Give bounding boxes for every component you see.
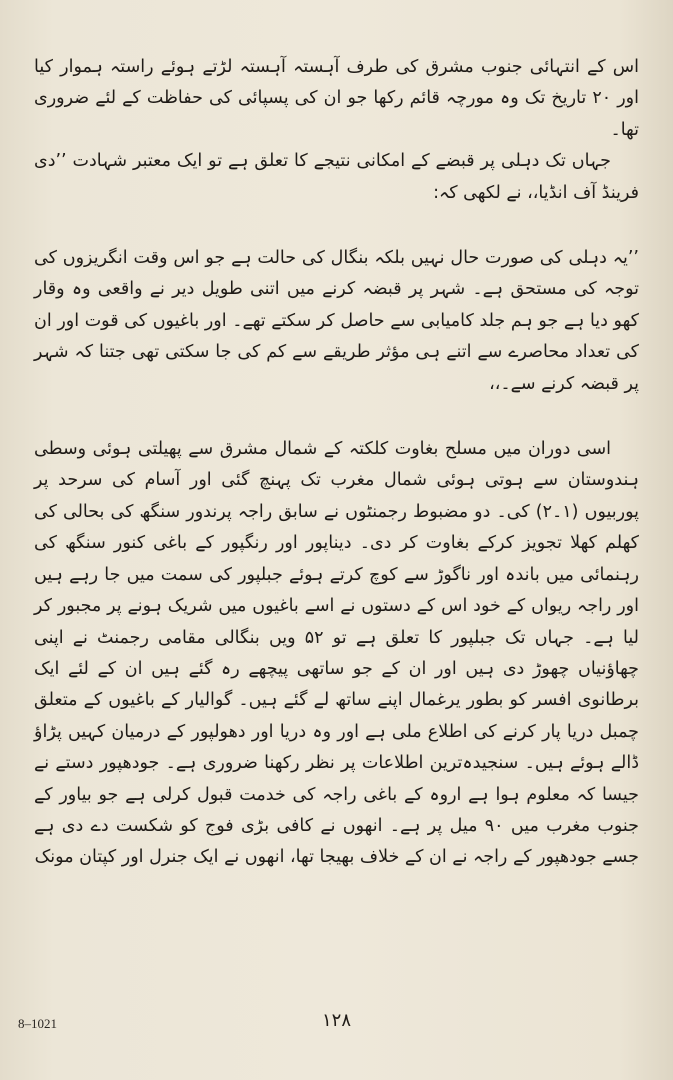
page-number: ۱۲۸ <box>321 1010 351 1031</box>
page-body <box>34 52 639 874</box>
printer-signature-code: 8–1021 <box>18 1016 57 1031</box>
paragraph: جہاں تک دہلی پر قبضے کے امکانی نتیجے کا تعلق ہے تو ایک معتبر شہادت ’’دی فرینڈ آف انڈیا،، نے لکھی کہ: <box>34 151 639 203</box>
quoted-paragraph: ’’یہ دہلی کی صورت حال نہیں بلکہ بنگال کی حالت ہے جو اس وقت انگریزوں کی توجہ کی مستحق ہے۔ شہر پر قبضہ کرنے میں اتنی طویل دیر نے واقعی وہ وقار کھو دیا ہے جو ہم جلد کامیابی سے حاصل کر سکتے تھے۔ اور باغیوں کی قوت اور ان کی تعداد محاصرے سے اتنے ہی مؤثر طریقے سے کم کی جا سکتی تھی جتنا کہ شہر پر قبضہ کرنے سے۔،، <box>34 248 639 394</box>
paragraph: اس کے انتہائی جنوب مشرق کی طرف آہستہ آہستہ لڑتے ہوئے راستہ ہموار کیا اور ۲۰ تاریخ تک وہ مورچہ قائم رکھا جو ان کی پسپائی کی حفاظت کے لئے ضروری تھا۔ <box>34 57 639 140</box>
paragraph: اسی دوران میں مسلح بغاوت کلکتہ کے شمال مشرق سے پھیلتی ہوئی وسطی ہندوستان سے ہوتی ہوئی شمال مغرب تک پہنچ گئی اور آسام کی سرحد پر پوربیوں (۱۔۲) کی۔ دو مضبوط رجمنٹوں نے سابق راجہ پرندور سنگھ کی بحالی کی کھلم کھلا تجویز کرکے بغاوت کر دی۔ دیناپور اور رنگپور کے باغی کنور سنگھ کی رہنمائی میں باندہ اور ناگوڑ سے کوچ کرتے ہوئے جبلپور کی سمت میں جا رہے ہیں اور راجہ ریواں کے خود اس کے دستوں نے اسے باغیوں میں شریک ہونے پر مجبور کر لیا ہے۔ جہاں تک جبلپور کا تعلق ہے تو ۵۲ ویں بنگالی مقامی رجمنٹ نے اپنی چھاؤنیاں چھوڑ دی ہیں اور ان کے جو ساتھی پیچھے رہ گئے ہیں ان کے لئے ایک برطانوی افسر کو بطور یرغمال اپنے ساتھ لے گئے ہیں۔ گوالیار کے باغیوں کے متعلق چمبل دریا پار کرنے کی اطلاع ملی ہے اور وہ دریا اور دھولپور کے درمیان کہیں پڑاؤ ڈالے ہوئے ہیں۔ سنجیدہ‌ترین اطلاعات پر نظر رکھنا ضروری ہے۔ جودھپور دستے نے جیسا کہ معلوم ہوا ہے اروہ کے باغی راجہ کی خدمت قبول کرلی ہے جو بیاور کے جنوب مغرب میں ۹۰ میل پر ہے۔ انھوں نے کافی بڑی فوج کو شکست دے دی ہے جسے جودھپور کے راجہ نے ان کے خلاف بھیجا تھا، انھوں نے ایک جنرل اور کپتان مونک <box>34 439 639 868</box>
